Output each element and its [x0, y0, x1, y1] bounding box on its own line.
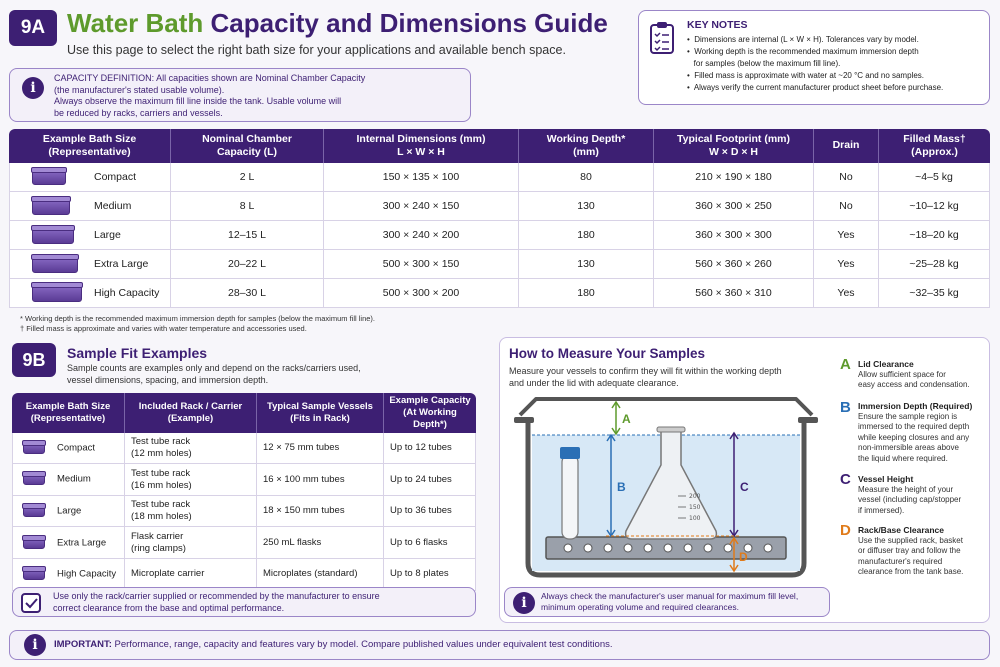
column-header: Working Depth* (mm): [519, 129, 654, 163]
table-row: Extra Large 20–22 L 500 × 300 × 150 130 560 × 360 × 260 Yes ~25–28 kg: [9, 250, 990, 279]
section-badge-9b: 9B: [12, 343, 56, 377]
water-bath-icon: [32, 256, 78, 273]
table-header-row: [9, 129, 990, 163]
legend-text-d: Use the supplied rack, basket or diffuser tray and follow the manufacturer's required clearance from the tank base.: [858, 536, 964, 577]
footnote-working-depth: * Working depth is the recommended maximum immersion depth for samples (below the maximum fill line).: [20, 314, 375, 323]
measure-title: How to Measure Your Samples: [509, 346, 706, 361]
section-badge-9a: 9A: [9, 10, 57, 46]
manual-note-box: [504, 587, 830, 617]
manual-note-text: Always check the manufacturer's user manual for maximum fill level, minimum operating volume and required clearances.: [541, 591, 799, 612]
table-row: Extra Large Flask carrier (ring clamps) 250 mL flasks Up to 6 flasks: [12, 527, 476, 559]
info-icon: i: [24, 634, 46, 656]
table-row: Medium 8 L 300 × 240 × 150 130 360 × 300 × 250 No ~10–12 kg: [9, 192, 990, 221]
column-header: Example Bath Size (Representative): [9, 129, 171, 163]
key-note-item: • Working depth is the recommended maximum immersion depth: [687, 47, 919, 56]
clipboard-icon: [649, 21, 675, 60]
svg-text:C: C: [740, 480, 749, 494]
sample-fit-title: Sample Fit Examples: [67, 345, 208, 361]
svg-text:A: A: [622, 412, 631, 426]
info-icon: i: [22, 77, 44, 99]
water-bath-icon: [32, 169, 66, 185]
table-row: Compact Test tube rack (12 mm holes) 12 × 75 mm tubes Up to 12 tubes: [12, 433, 476, 465]
page-title-part2: Capacity and Dimensions Guide: [210, 8, 608, 38]
important-bar: [9, 630, 990, 660]
measure-desc: Measure your vessels to confirm they will fit within the working depth and under the lid with adequate clearance.: [509, 366, 782, 388]
legend-letter-c: C: [840, 471, 851, 488]
checkbox-icon: [21, 593, 41, 618]
column-header: Included Rack / Carrier (Example): [125, 393, 257, 433]
legend-letter-a: A: [840, 356, 851, 373]
svg-text:B: B: [617, 480, 626, 494]
page-subtitle: Use this page to select the right bath size for your applications and available bench space.: [67, 43, 566, 57]
column-header: Typical Sample Vessels (Fits in Rack): [257, 393, 384, 433]
table-row: Large Test tube rack (18 mm holes) 18 × 150 mm tubes Up to 36 tubes: [12, 496, 476, 528]
key-note-item: • Filled mass is approximate with water at ~20 °C and no samples.: [687, 71, 924, 80]
sample-fit-desc: Sample counts are examples only and depend on the racks/carriers used, vessel dimensions, spacing, and immersion depth.: [67, 363, 361, 385]
legend-letter-d: D: [840, 522, 851, 539]
legend-letter-b: B: [840, 399, 851, 416]
svg-text:100: 100: [689, 515, 701, 522]
legend-title-a: Lid Clearance: [858, 359, 914, 369]
table-header-row: [12, 393, 476, 433]
capacity-definition-box: [9, 68, 471, 122]
sample-fit-table: [12, 393, 476, 591]
key-notes-box: [638, 10, 990, 105]
water-bath-icon: [32, 284, 82, 302]
water-bath-icon: [23, 505, 45, 517]
footnote-filled-mass: † Filled mass is approximate and varies with water temperature and accessories used.: [20, 324, 307, 333]
legend-text-c: Measure the height of your vessel (including cap/stopper if immersed).: [858, 485, 962, 515]
measure-panel: [499, 337, 990, 623]
column-header: Example Bath Size (Representative): [12, 393, 125, 433]
table-row: Compact 2 L 150 × 135 × 100 80 210 × 190 × 180 No ~4–5 kg: [9, 163, 990, 192]
important-text: IMPORTANT: Performance, range, capacity and features vary by model. Compare published values under equivalent test conditions.: [54, 639, 613, 650]
water-bath-icon: [23, 568, 45, 580]
column-header: Drain: [814, 129, 879, 163]
rack-note-box: [12, 587, 476, 617]
column-header: Example Capacity (At Working Depth*): [384, 393, 476, 433]
legend-title-c: Vessel Height: [858, 474, 914, 484]
water-bath-icon: [23, 442, 45, 454]
column-header: Filled Mass† (Approx.): [879, 129, 990, 163]
table-row: High Capacity 28–30 L 500 × 300 × 200 180 560 × 360 × 310 Yes ~32–35 kg: [9, 279, 990, 308]
column-header: Internal Dimensions (mm) L × W × H: [324, 129, 519, 163]
capacity-table: [9, 129, 990, 308]
column-header: Nominal Chamber Capacity (L): [171, 129, 324, 163]
legend-text-a: Allow sufficient space for easy access and condensation.: [858, 370, 970, 390]
table-row: High Capacity Microplate carrier Microplates (standard) Up to 8 plates: [12, 559, 476, 591]
legend-title-b: Immersion Depth (Required): [858, 401, 973, 411]
key-notes-list: [687, 34, 943, 94]
table-row: Large 12–15 L 300 × 240 × 200 180 360 × 300 × 300 Yes ~18–20 kg: [9, 221, 990, 250]
legend-text-b: Ensure the sample region is immersed to the required depth while keeping closures and any non-immersible areas above the liquid where required.: [858, 412, 970, 463]
water-bath-icon: [23, 473, 45, 485]
key-notes-title: KEY NOTES: [687, 19, 748, 31]
info-icon: i: [513, 592, 535, 614]
svg-text:150: 150: [689, 504, 701, 511]
key-note-item: • Always verify the current manufacturer product sheet before purchase.: [687, 83, 944, 92]
column-header: Typical Footprint (mm) W × D × H: [654, 129, 814, 163]
legend-title-d: Rack/Base Clearance: [858, 525, 945, 535]
rack-note-text: Use only the rack/carrier supplied or recommended by the manufacturer to ensure correct clearance from the base and optimal performance.: [53, 591, 380, 613]
svg-text:D: D: [739, 550, 748, 564]
key-note-item: for samples (below the maximum fill line).: [693, 59, 841, 68]
water-bath-icon: [32, 198, 70, 215]
table-row: Medium Test tube rack (16 mm holes) 16 × 100 mm tubes Up to 24 tubes: [12, 464, 476, 496]
water-bath-icon: [23, 537, 45, 549]
page-title-part1: Water Bath: [67, 8, 204, 38]
measurement-diagram: [506, 393, 826, 583]
capacity-definition-text: CAPACITY DEFINITION: All capacities shown are Nominal Chamber Capacity (the manufacturer's stated usable volume). Always observe the maximum fill line inside the tank. Usable volume will be reduced by racks, carriers and vessels.: [54, 73, 366, 118]
page-title: [67, 8, 608, 39]
key-note-item: • Dimensions are internal (L × W × H). Tolerances vary by model.: [687, 35, 919, 44]
water-bath-icon: [32, 227, 74, 244]
svg-text:200: 200: [689, 493, 701, 500]
